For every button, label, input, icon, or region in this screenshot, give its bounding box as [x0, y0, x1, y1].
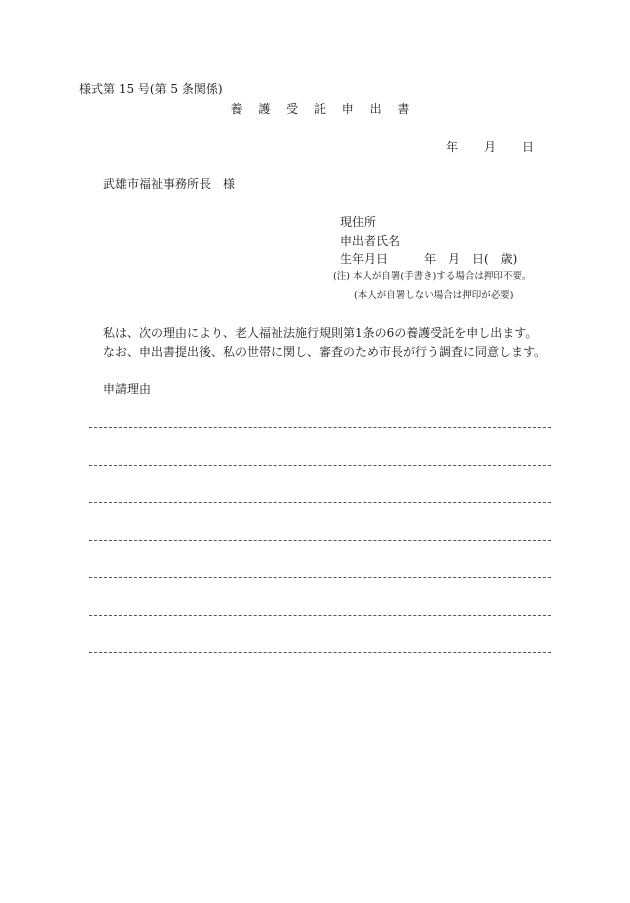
reason-writing-line [89, 465, 551, 466]
reason-writing-line [89, 540, 551, 541]
date-year: 年 [446, 140, 459, 154]
reason-writing-line [89, 577, 551, 578]
reason-writing-line [89, 427, 551, 428]
statement-line-2: なお、申出書提出後、私の世帯に関し、審査のため市長が行う調査に同意します。 [103, 345, 547, 359]
reason-writing-line [89, 652, 551, 653]
birthdate-label: 生年月日 年 月 日( 歳) [340, 252, 518, 266]
address-label: 現住所 [340, 215, 377, 229]
date-month: 月 [484, 140, 497, 154]
reason-writing-line [89, 502, 551, 503]
date-line [446, 138, 534, 155]
reason-label: 申請理由 [103, 382, 152, 396]
date-day: 日 [522, 140, 535, 154]
addressee: 武雄市福祉事務所長 様 [103, 177, 236, 191]
note-signature: (注) 本人が自署(手書き)する場合は押印不要。 [333, 271, 532, 282]
applicant-name-label: 申出者氏名 [340, 234, 401, 248]
statement-line-1: 私は、次の理由により、老人福祉法施行規則第1条の6の養護受託を申し出ます。 [103, 326, 538, 340]
note-seal: (本人が自署しない場合は押印が必要) [354, 290, 514, 301]
reason-writing-line [89, 615, 551, 616]
document-title: 養 護 受 託 申 出 書 [230, 102, 416, 116]
form-number: 様式第 15 号(第 5 条関係) [79, 82, 223, 96]
